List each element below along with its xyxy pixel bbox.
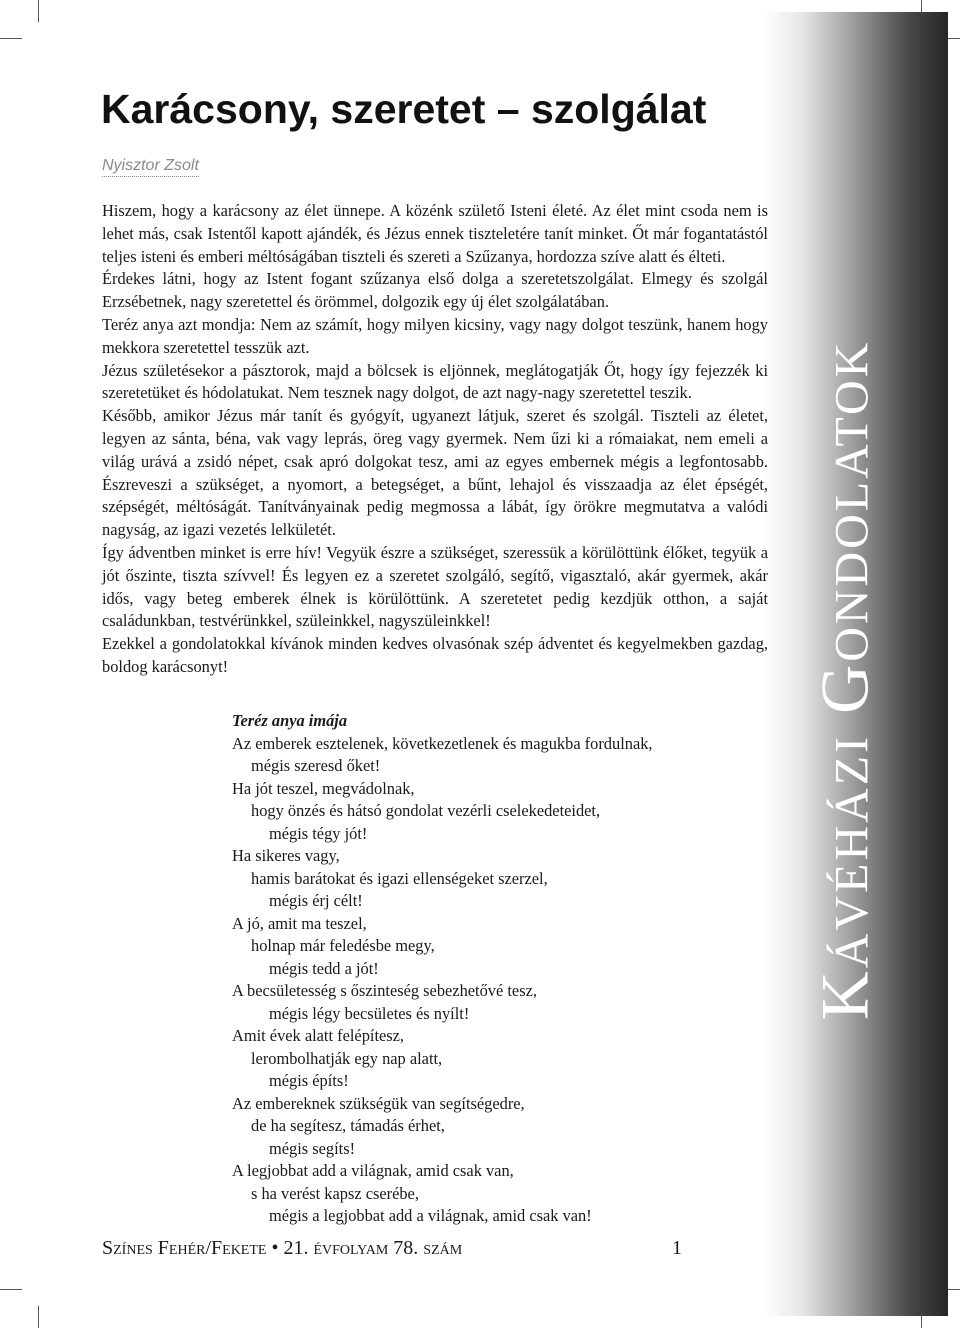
- poem-line: lerombolhatják egy nap alatt,: [251, 1048, 443, 1068]
- crop-mark: [0, 1289, 22, 1290]
- body-paragraph: Így ádventben minket is erre hív! Vegyük észre a szükséget, szeressük a körülöttünk élőket, tegyük a jót őszinte, tiszta szívvel! És legyen ez a szeretet szolgáló, segítő, vigasztaló, akár gyermek, akár idős, vagy beteg emberek élnek is körülöttünk. A szeretetet pedig kezdjük otthon, a saját családunkban, testvérünkkel, szüleinkkel, nagyszüleinkkel!: [102, 542, 768, 631]
- poem-line: Amit évek alatt felépítesz,: [232, 1026, 405, 1045]
- poem-line: Az emberek esztelenek, következetlenek és magukba fordulnak,: [232, 733, 653, 753]
- article-title: Karácsony, szeretet – szolgálat: [101, 86, 707, 132]
- body-paragraph: Teréz anya azt mondja: Nem az számít, hogy milyen kicsiny, vagy nagy dolgot teszünk, hanem hogy mekkora szeretettel tesszük azt.: [102, 314, 768, 357]
- body-paragraph: Később, amikor Jézus már tanít és gyógyít, ugyanezt látjuk, szeret és szolgál. Tiszteli az életet, legyen az sánta, béna, vak vagy leprás, öreg vagy gyermek. Nem űzi ki a rómaiakat, nem emeli a világ urává a zsidó népet, csak apró dolgokat tesz, ami az egyes embernek mégis a legfontosabb. Észreveszi a szükséget, a nyomort, a betegséget, a bűnt, lehajol és visszaadja az élet épségét, szépségét, méltóságát. Tanítványainak pedig megmossa a lábát, így örökre megmutatva a valódi nagyság, az igazi vezetés lelkületét.: [102, 406, 768, 540]
- poem-line: mégis érj célt!: [269, 891, 363, 910]
- poem-lines: [232, 733, 732, 1228]
- poem-line: mégis építs!: [269, 1071, 349, 1090]
- body-paragraph: Érdekes látni, hogy az Istent fogant szűzanya első dolga a szeretetszolgálat. Elmegy és szolgál Erzsébetnek, nagy szeretettel és örömmel, dolgozik egy új élet szolgálatában.: [102, 269, 768, 312]
- body-paragraph: Jézus születésekor a pásztorok, majd a bölcsek is eljönnek, meglátogatják Őt, hogy így fejezzék ki szeretetüket és hódolatukat. Nem tesznek nagy dolgot, de azt nagy-nagy szeretettel teszik.: [102, 360, 768, 403]
- page-footer: [102, 1237, 682, 1267]
- body-paragraph: Ezekkel a gondolatokkal kívánok minden kedves olvasónak szép ádventet és kegyelmekben gazdag, boldog karácsonyt!: [102, 634, 768, 676]
- poem-line: hogy önzés és hátsó gondolat vezérli cselekedeteidet,: [251, 801, 601, 820]
- poem-line: mégis tégy jót!: [269, 823, 368, 843]
- poem-line: mégis szeresd őket!: [251, 756, 381, 775]
- author-link[interactable]: Nyisztor Zsolt: [102, 157, 199, 177]
- poem-title: Teréz anya imája: [232, 711, 348, 730]
- poem-line: Ha sikeres vagy,: [232, 846, 340, 865]
- poem-line: de ha segítesz, támadás érhet,: [251, 1116, 445, 1135]
- body-paragraph: Hiszem, hogy a karácsony az élet ünnepe. A közénk születő Isteni életé. Az élet mint csoda nem is lehet más, csak Istentől kapott ajándék, és Jézus ennek tiszteletére tanít minket. Őt már fogantatástól teljes isteni és emberi méltóságában tiszteli és szereti a Szűzanya, hordozza szíve alatt és élteti.: [102, 201, 768, 266]
- poem-line: Ha jót teszel, megvádolnak,: [232, 778, 415, 798]
- poem-line: mégis tedd a jót!: [269, 958, 379, 978]
- poem-line: mégis légy becsületes és nyílt!: [269, 1003, 470, 1023]
- poem: [232, 710, 732, 1228]
- poem-line: A legjobbat add a világnak, amid csak van,: [232, 1161, 514, 1180]
- crop-mark: [0, 38, 22, 39]
- poem-line: mégis a legjobbat add a világnak, amid csak van!: [269, 1206, 592, 1225]
- poem-line: s ha verést kapsz cserébe,: [251, 1183, 419, 1203]
- crop-mark: [38, 0, 39, 22]
- crop-mark: [38, 1306, 39, 1328]
- poem-line: A becsületesség s őszinteség sebezhetővé tesz,: [232, 981, 537, 1000]
- article-body: [102, 200, 768, 679]
- poem-line: holnap már feledésbe megy,: [251, 936, 435, 955]
- publication-info: Színes Fehér/Fekete • 21. évfolyam 78. szám: [102, 1237, 463, 1259]
- poem-line: A jó, amit ma teszel,: [232, 913, 367, 933]
- page-number: 1: [672, 1237, 682, 1259]
- poem-line: mégis segíts!: [269, 1138, 356, 1158]
- section-title: Kávéházi Gondolatok: [806, 339, 883, 1021]
- poem-line: hamis barátokat és igazi ellenségeket szerzel,: [251, 868, 548, 888]
- poem-line: Az embereknek szükségük van segítségedre,: [232, 1093, 525, 1113]
